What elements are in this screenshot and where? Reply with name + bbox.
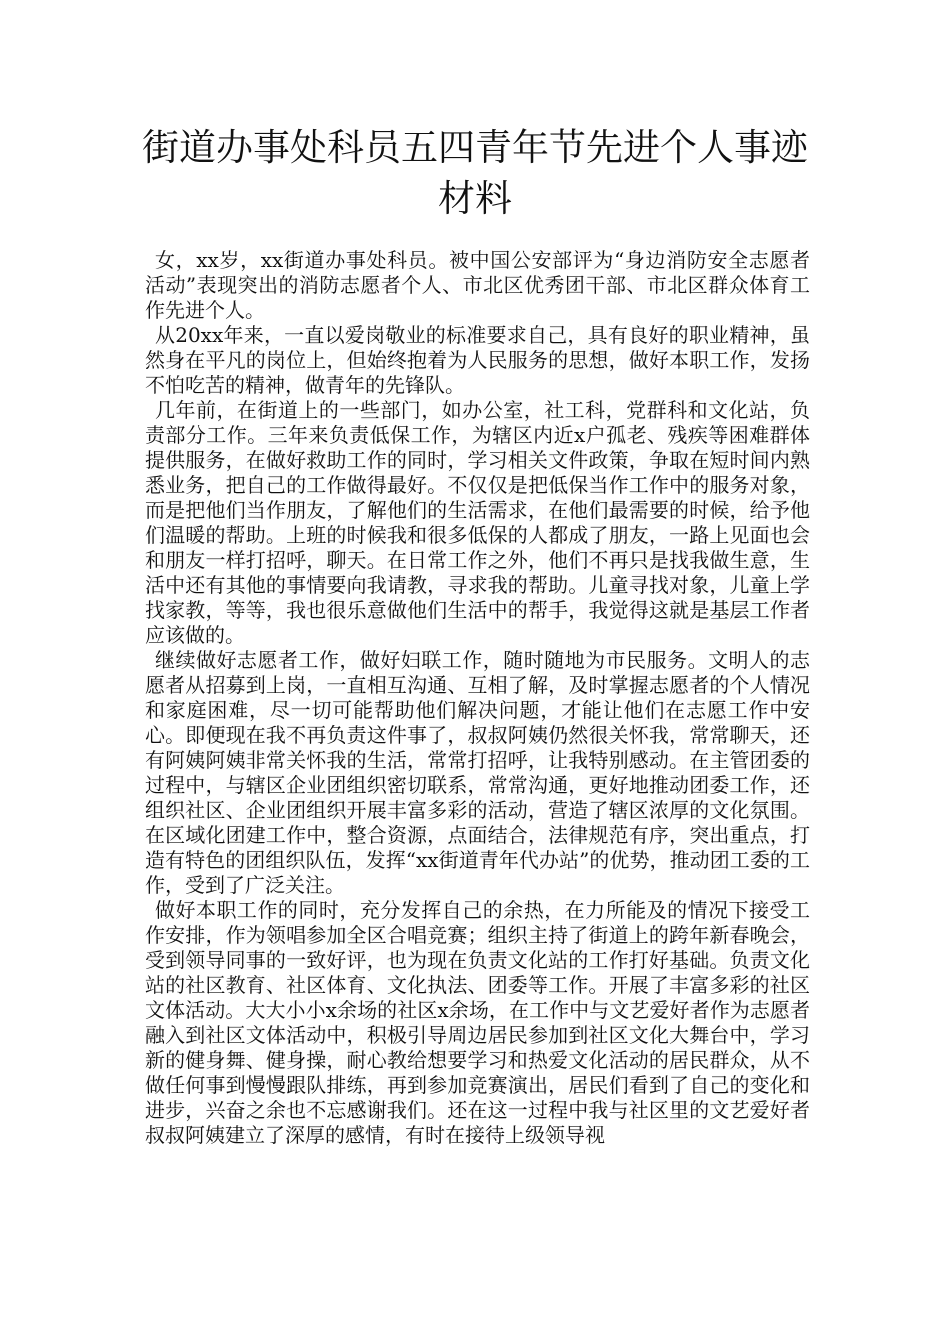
document-body bbox=[145, 248, 810, 1148]
paragraph: 从20xx年来，一直以爱岗敬业的标准要求自己，具有良好的职业精神，虽然身在平凡的岗位上，但始终抱着为人民服务的思想，做好本职工作，发扬不怕吃苦的精神，做青年的先锋队。 bbox=[145, 323, 810, 397]
paragraph: 几年前，在街道上的一些部门，如办公室，社工科，党群科和文化站，负责部分工作。三年来负责低保工作，为辖区内近x户孤老、残疾等困难群体提供服务，在做好救助工作的同时，学习相关文件政策，争取在短时间内熟悉业务，把自己的工作做得最好。不仅仅是把低保当作工作中的服务对象，而是把他们当作朋友，了解他们的生活需求，在他们最需要的时候，给予他们温暖的帮助。上班的时候我和很多低保的人都成了朋友，一路上见面也会和朋友一样打招呼，聊天。在日常工作之外，他们不再只是找我做生意，生活中还有其他的事情要向我请教，寻求我的帮助。儿童寻找对象，儿童上学找家教，等等，我也很乐意做他们生活中的帮手，我觉得这就是基层工作者应该做的。 bbox=[145, 398, 810, 647]
document-title-line-2: 材料 bbox=[438, 177, 512, 220]
paragraph: 继续做好志愿者工作，做好妇联工作，随时随地为市民服务。文明人的志愿者从招募到上岗，一直相互沟通、互相了解，及时掌握志愿者的个人情况和家庭困难，尽一切可能帮助他们解决问题，才能让他们在志愿工作中安心。即便现在我不再负责这件事了，叔叔阿姨仍然很关怀我，常常聊天，还有阿姨阿姨非常关怀我的生活，常常打招呼，让我特别感动。在主管团委的过程中，与辖区企业团组织密切联系，常常沟通，更好地推动团委工作，还组织社区、企业团组织开展丰富多彩的活动，营造了辖区浓厚的文化氛围。在区域化团建工作中，整合资源，点面结合，法律规范有序，突出重点，打造有特色的团组织队伍，发挥“xx街道青年代办站”的优势，推动团工委的工作，受到了广泛关注。 bbox=[145, 648, 810, 897]
paragraph: 女，xx岁，xx街道办事处科员。被中国公安部评为“身边消防安全志愿者活动”表现突出的消防志愿者个人、市北区优秀团干部、市北区群众体育工作先进个人。 bbox=[145, 248, 810, 322]
paragraph: 做好本职工作的同时，充分发挥自己的余热，在力所能及的情况下接受工作安排，作为领唱参加全区合唱竞赛；组织主持了街道上的跨年新春晚会，受到领导同事的一致好评，也为现在负责文化站的工作打好基础。负责文化站的社区教育、社区体育、文化执法、团委等工作。开展了丰富多彩的社区文体活动。大大小小x余场的社区x余场，在工作中与文艺爱好者作为志愿者融入到社区文体活动中，积极引导周边居民参加到社区文化大舞台中，学习新的健身舞、健身操，耐心教给想要学习和热爱文化活动的居民群众，从不做任何事到慢慢跟队排练，再到参加竞赛演出，居民们看到了自己的变化和进步，兴奋之余也不忘感谢我们。还在这一过程中我与社区里的文艺爱好者叔叔阿姨建立了深厚的感情，有时在接待上级领导视 bbox=[145, 898, 810, 1147]
document-title-line-1: 街道办事处科员五四青年节先进个人事迹 bbox=[142, 126, 808, 169]
document-title bbox=[140, 122, 810, 224]
